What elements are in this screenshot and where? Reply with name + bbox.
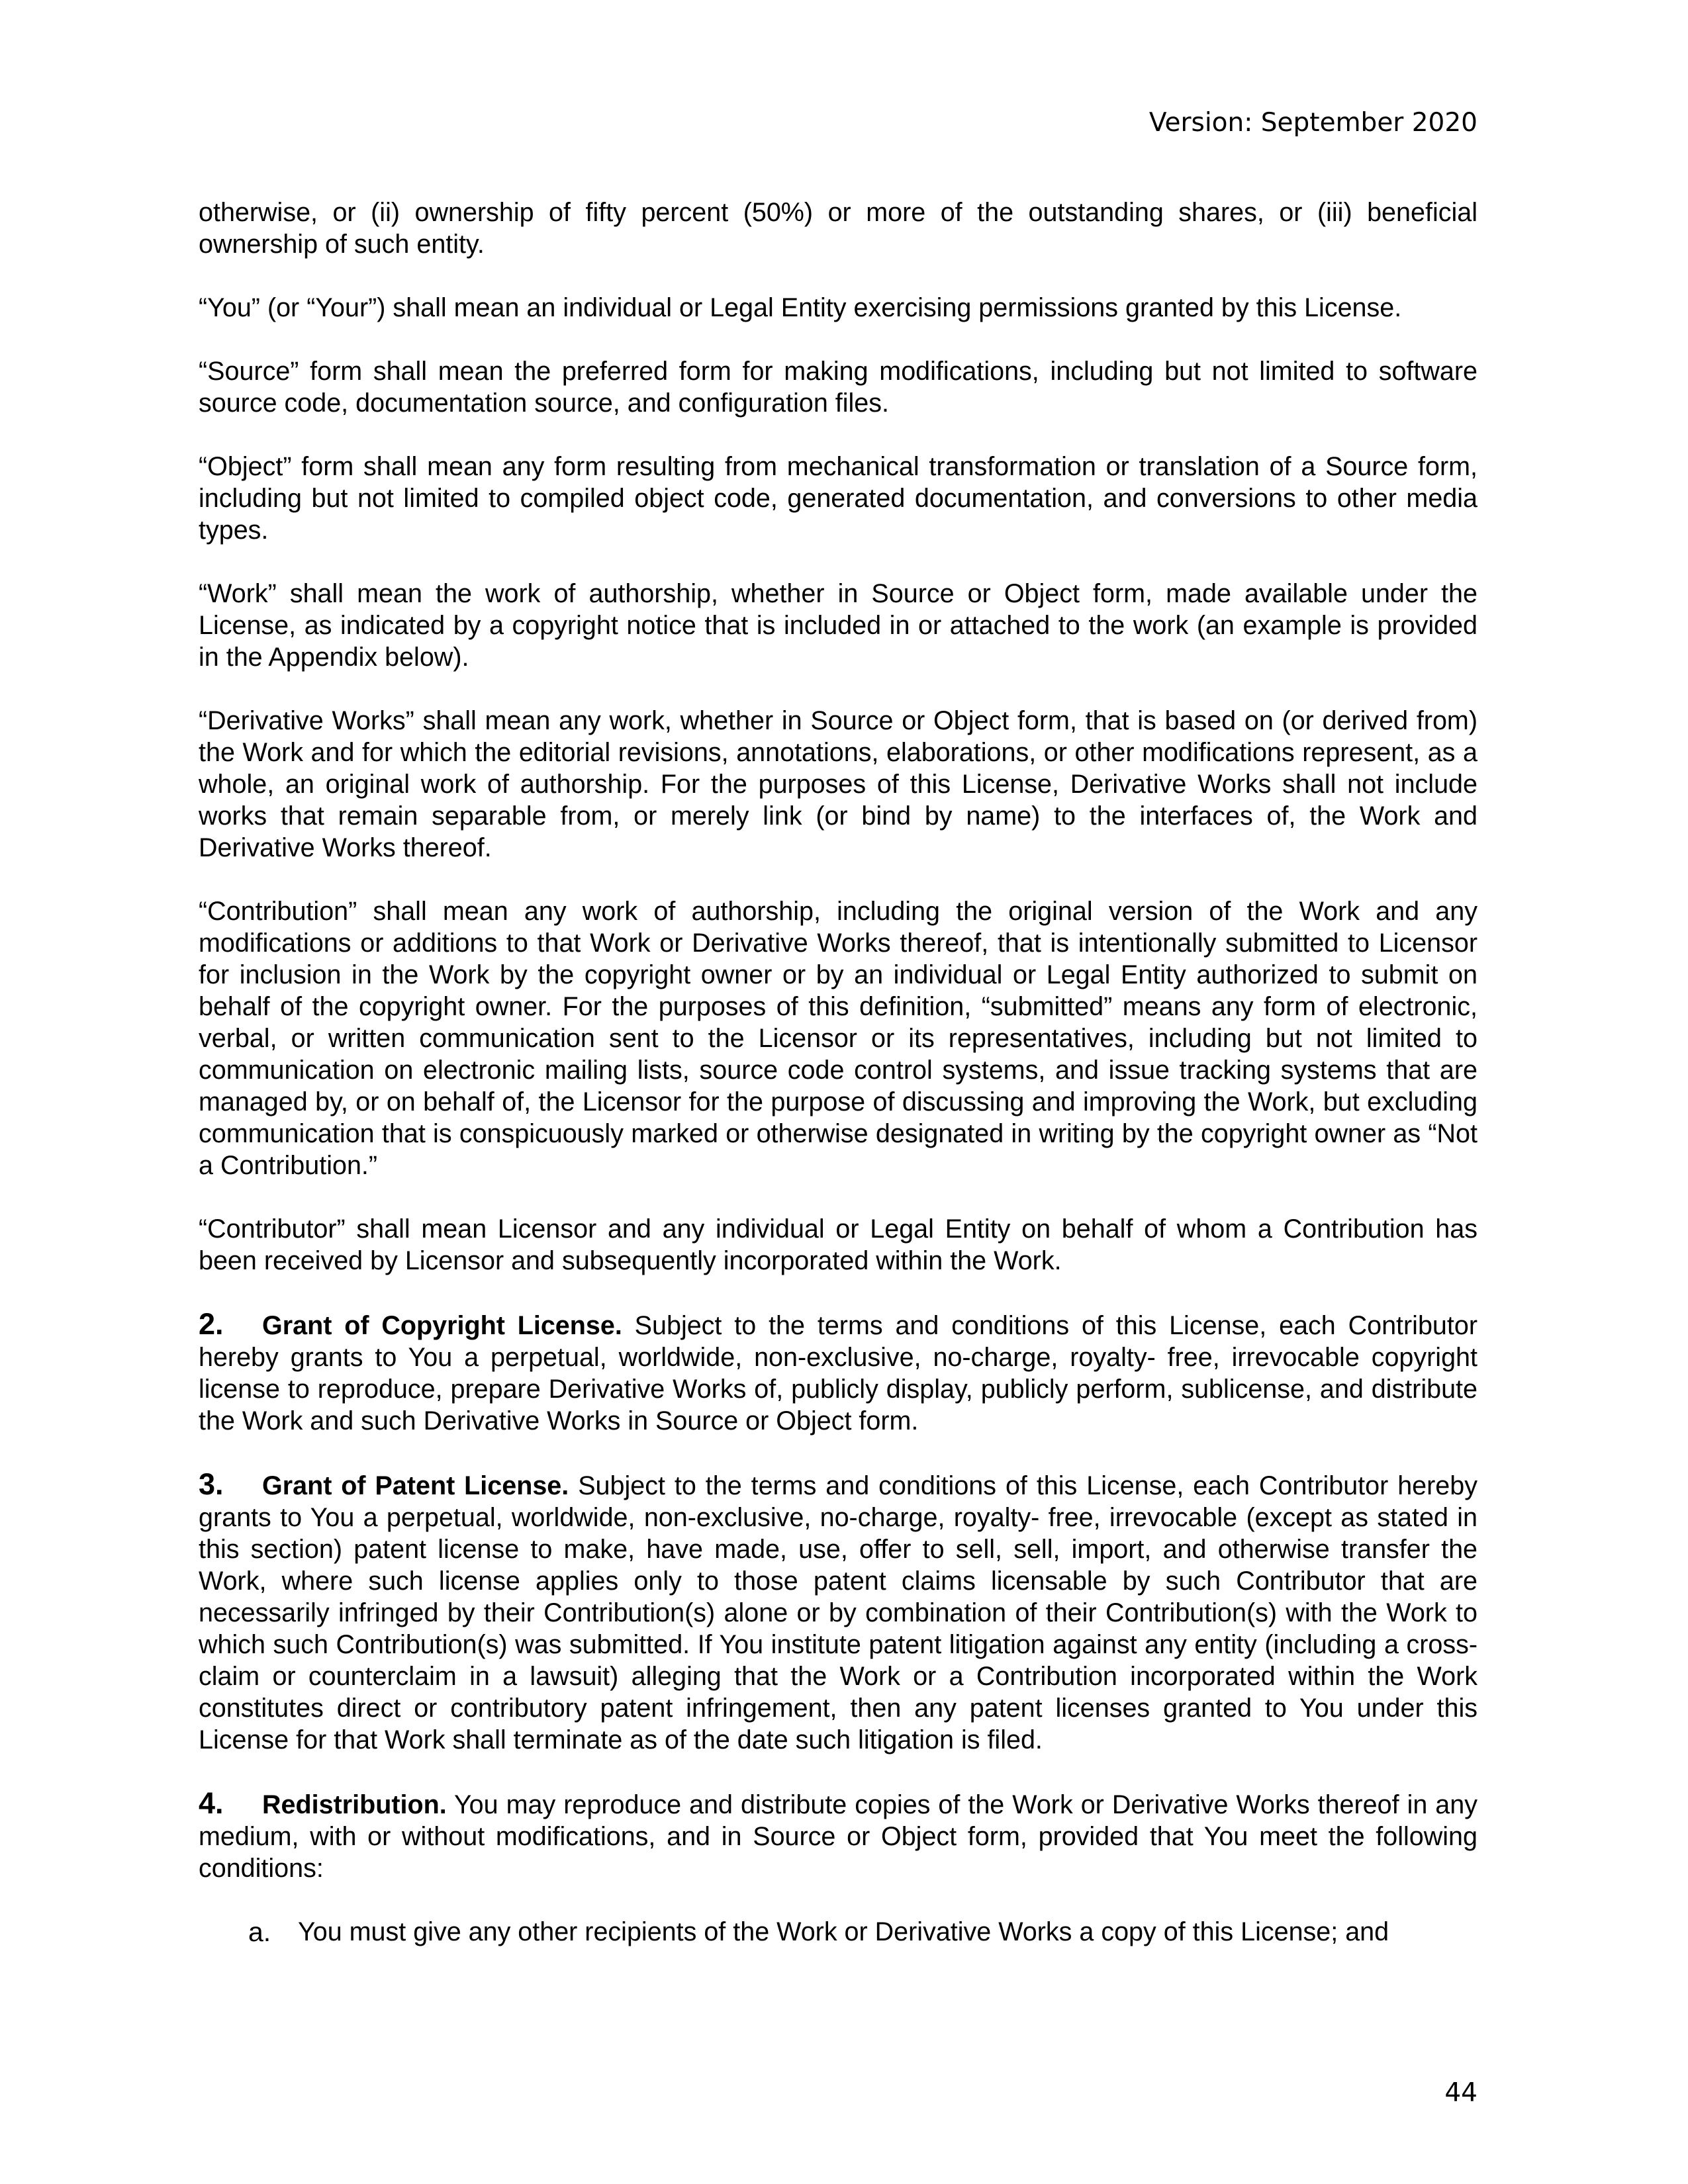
section-text: Subject to the terms and conditions of this License, each Contributor hereby grants to You a perpetual, worldwide, non-exclusive, no-charge, royalty- free, irrevocable copyright license to reproduce, prepare Derivative Works of, publicly display, publicly perform, sublicense, and distribute the Work and such Derivative Works in Source or Object form. <box>199 1311 1477 1435</box>
list-item-text: You must give any other recipients of the Work or Derivative Works a copy of this License; and <box>298 1917 1389 1946</box>
section-text: Subject to the terms and conditions of this License, each Contributor hereby grants to You a perpetual, worldwide, non-exclusive, no-charge, royalty- free, irrevocable (except as stated in this section) patent license to make, have made, use, offer to sell, sell, import, and otherwise transfer the Work, where such license applies only to those patent claims licensable by such Contributor that are necessarily infringed by their Contribution(s) alone or by combination of their Contribution(s) with the Work to which such Contribution(s) was submitted. If You institute patent litigation against any entity (including a cross-claim or counterclaim in a lawsuit) alleging that the Work or a Contribution incorporated within the Work constitutes direct or contributory patent infringement, then any patent licenses granted to You under this License for that Work shall terminate as of the date such litigation is filed. <box>199 1471 1477 1754</box>
section-number: 4. <box>199 1786 224 1820</box>
version-header: Version: September 2020 <box>1149 108 1477 138</box>
section-3-patent-license <box>199 1469 1477 1756</box>
section-number: 2. <box>199 1307 224 1341</box>
definition-paragraph-work: “Work” shall mean the work of authorship, whether in Source or Object form, made available under the License, as indicated by a copyright notice that is included in or attached to the work (an example is provided in the Appendix below). <box>199 579 1477 672</box>
definition-paragraph-derivative-works: “Derivative Works” shall mean any work, whether in Source or Object form, that is based on (or derived from) the Work and for which the editorial revisions, annotations, elaborations, or other modifications represent, as a whole, an original work of authorship. For the purposes of this License, Derivative Works shall not include works that remain separable from, or merely link (or bind by name) to the interfaces of, the Work and Derivative Works thereof. <box>199 706 1477 862</box>
definition-paragraph-contributor: “Contributor” shall mean Licensor and any individual or Legal Entity on behalf of whom a Contribution has been received by Licensor and subsequently incorporated within the Work. <box>199 1214 1477 1275</box>
definition-paragraph-object: “Object” form shall mean any form resulting from mechanical transformation or translation of a Source form, including but not limited to compiled object code, generated documentation, and conversions to other media types. <box>199 452 1477 545</box>
document-body <box>199 197 1477 1948</box>
section-2-copyright-license <box>199 1308 1477 1437</box>
definition-paragraph-you: “You” (or “Your”) shall mean an individual or Legal Entity exercising permissions granted by this License. <box>199 293 1402 322</box>
definition-paragraph-control: otherwise, or (ii) ownership of fifty percent (50%) or more of the outstanding shares, or (iii) beneficial ownership of such entity. <box>199 198 1477 259</box>
section-heading: Redistribution. <box>262 1790 447 1819</box>
list-marker: a. <box>248 1917 271 1947</box>
section-text: You may reproduce and distribute copies of the Work or Derivative Works thereof in any medium, with or without modifications, and in Source or Object form, provided that You meet the following conditions: <box>199 1790 1477 1883</box>
page-number: 44 <box>1444 2078 1477 2108</box>
section-heading: Grant of Copyright License. <box>262 1311 622 1340</box>
section-4-redistribution <box>199 1788 1477 1884</box>
list-item <box>199 1916 1477 1948</box>
section-heading: Grant of Patent License. <box>262 1471 569 1500</box>
section-number: 3. <box>199 1467 224 1501</box>
definition-paragraph-source: “Source” form shall mean the preferred form for making modifications, including but not limited to software source code, documentation source, and configuration files. <box>199 357 1477 418</box>
definition-paragraph-contribution: “Contribution” shall mean any work of authorship, including the original version of the Work and any modifications or additions to that Work or Derivative Works thereof, that is intentionally submitted to Licensor for inclusion in the Work by the copyright owner or by an individual or Legal Entity authorized to submit on behalf of the copyright owner. For the purposes of this definition, “submitted” means any form of electronic, verbal, or written communication sent to the Licensor or its representatives, including but not limited to communication on electronic mailing lists, source code control systems, and issue tracking systems that are managed by, or on behalf of, the Licensor for the purpose of discussing and improving the Work, but excluding communication that is conspicuously marked or otherwise designated in writing by the copyright owner as “Not a Contribution.” <box>199 897 1477 1180</box>
